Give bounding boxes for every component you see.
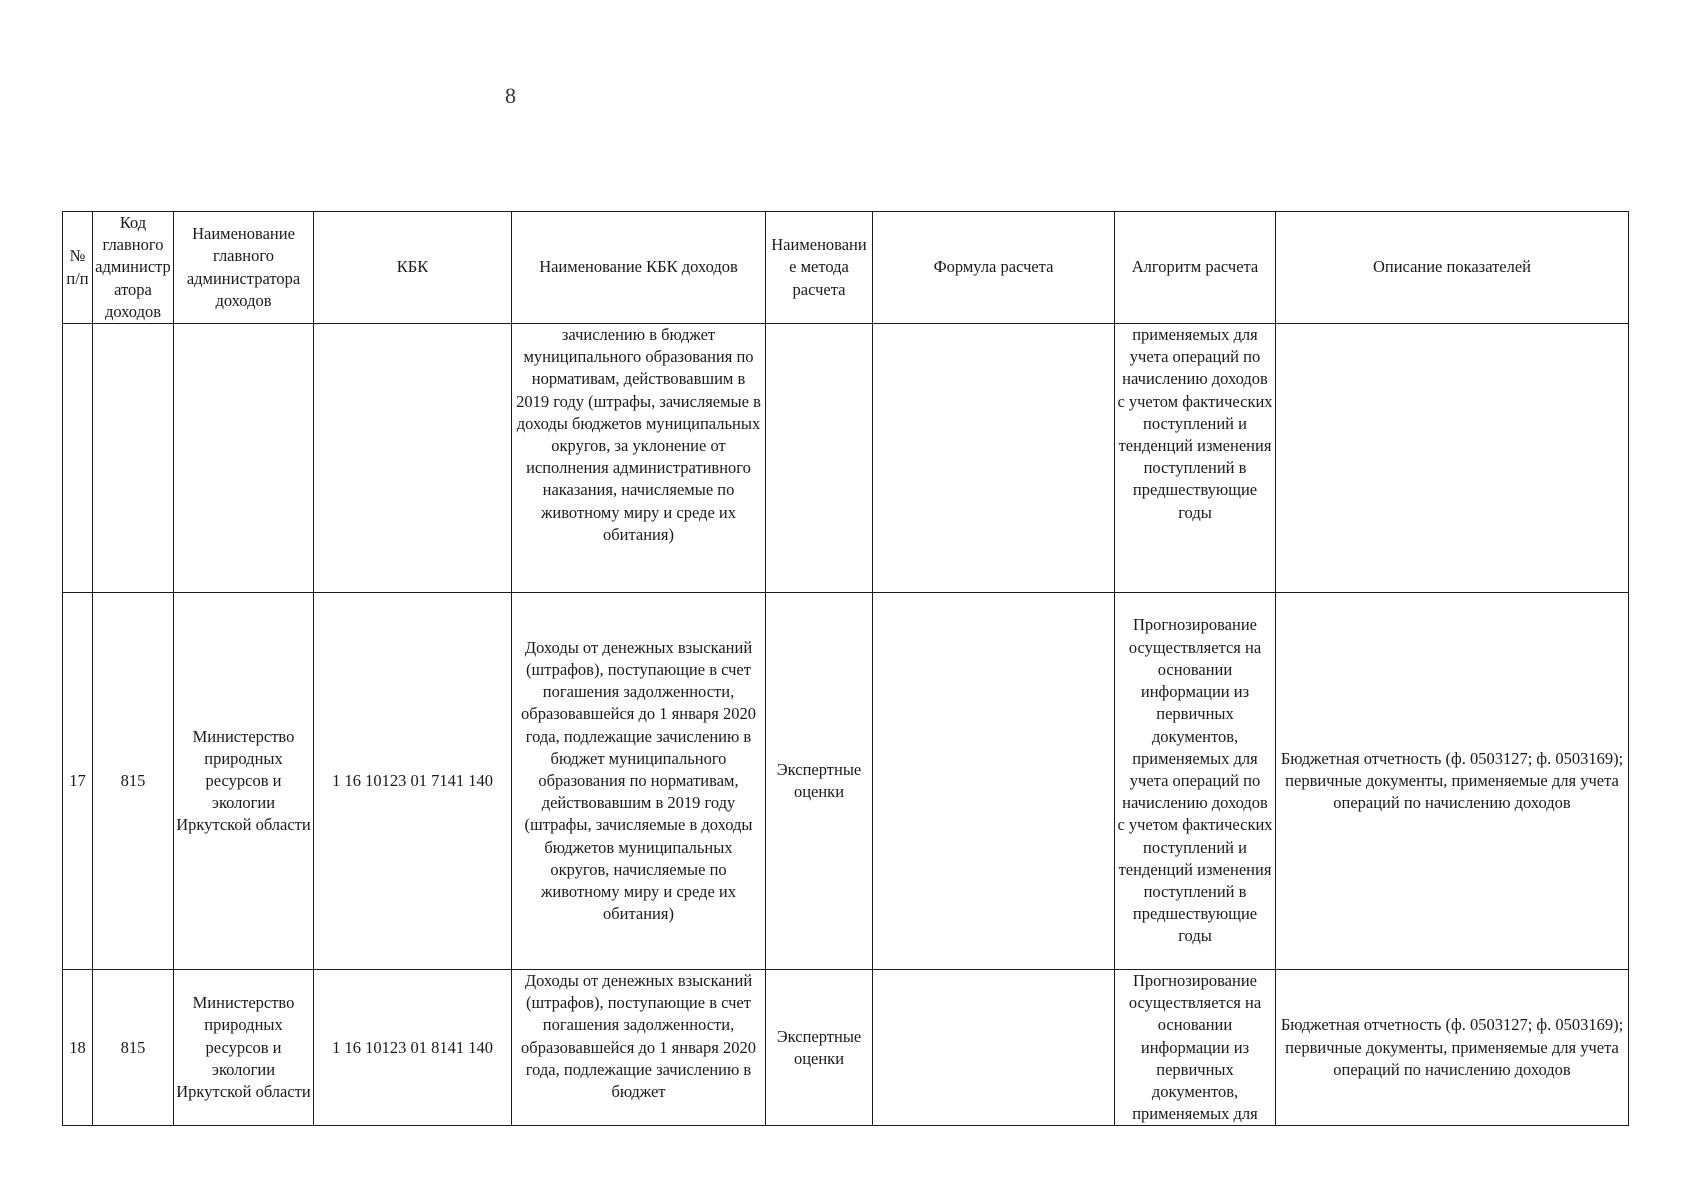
cell-kbk: 1 16 10123 01 7141 140 (314, 593, 512, 970)
header-description: Описание показателей (1276, 212, 1629, 324)
cell-formula (873, 970, 1115, 1126)
header-admin-name: Наименование главного администратора доходов (174, 212, 314, 324)
cell-num (63, 324, 93, 593)
table-header-row (63, 212, 1629, 324)
cell-admin-name: Министерство природных ресурсов и экологии Иркутской области (174, 970, 314, 1126)
table-row (63, 324, 1629, 593)
cell-algorithm: применяемых для учета операций по начислению доходов с учетом фактических поступлений и тенденций изменения поступлений в предшествующие годы (1115, 324, 1276, 593)
cell-admin-code: 815 (93, 970, 174, 1126)
revenue-methods-table (62, 211, 1629, 1126)
header-num: № п/п (63, 212, 93, 324)
header-kbk-name: Наименование КБК доходов (512, 212, 766, 324)
page-number: 8 (505, 83, 516, 108)
cell-method: Экспертные оценки (766, 970, 873, 1126)
table-row (63, 593, 1629, 970)
cell-kbk-name: зачислению в бюджет муниципального образования по нормативам, действовавшим в 2019 году (штрафы, зачисляемые в доходы бюджетов муниципальных округов, за уклонение от исполнения административного наказания, начисляемые по животному миру и среде их обитания) (512, 324, 766, 593)
cell-algorithm: Прогнозирование осуществляется на основании информации из первичных документов, применяемых для (1115, 970, 1276, 1126)
header-kbk: КБК (314, 212, 512, 324)
cell-admin-code (93, 324, 174, 593)
cell-kbk: 1 16 10123 01 8141 140 (314, 970, 512, 1126)
cell-method: Экспертные оценки (766, 593, 873, 970)
cell-num: 17 (63, 593, 93, 970)
cell-method (766, 324, 873, 593)
header-method: Наименование метода расчета (766, 212, 873, 324)
cell-admin-name: Министерство природных ресурсов и экологии Иркутской области (174, 593, 314, 970)
cell-description (1276, 324, 1629, 593)
cell-admin-name (174, 324, 314, 593)
header-admin-code: Код главного администратора доходов (93, 212, 174, 324)
cell-formula (873, 593, 1115, 970)
cell-description: Бюджетная отчетность (ф. 0503127; ф. 0503169); первичные документы, применяемые для учета операций по начислению доходов (1276, 970, 1629, 1126)
cell-kbk (314, 324, 512, 593)
header-formula: Формула расчета (873, 212, 1115, 324)
cell-description: Бюджетная отчетность (ф. 0503127; ф. 0503169); первичные документы, применяемые для учета операций по начислению доходов (1276, 593, 1629, 970)
cell-kbk-name: Доходы от денежных взысканий (штрафов), поступающие в счет погашения задолженности, образовавшейся до 1 января 2020 года, подлежащие зачислению в бюджет муниципального образования по нормативам, действовавшим в 2019 году (штрафы, зачисляемые в доходы бюджетов муниципальных округов, начисляемые по животному миру и среде их обитания) (512, 593, 766, 970)
cell-admin-code: 815 (93, 593, 174, 970)
cell-algorithm: Прогнозирование осуществляется на основании информации из первичных документов, применяемых для учета операций по начислению доходов с учетом фактических поступлений и тенденций изменения поступлений в предшествующие годы (1115, 593, 1276, 970)
cell-formula (873, 324, 1115, 593)
cell-kbk-name: Доходы от денежных взысканий (штрафов), поступающие в счет погашения задолженности, образовавшейся до 1 января 2020 года, подлежащие зачислению в бюджет (512, 970, 766, 1126)
header-algorithm: Алгоритм расчета (1115, 212, 1276, 324)
cell-num: 18 (63, 970, 93, 1126)
table-row (63, 970, 1629, 1126)
